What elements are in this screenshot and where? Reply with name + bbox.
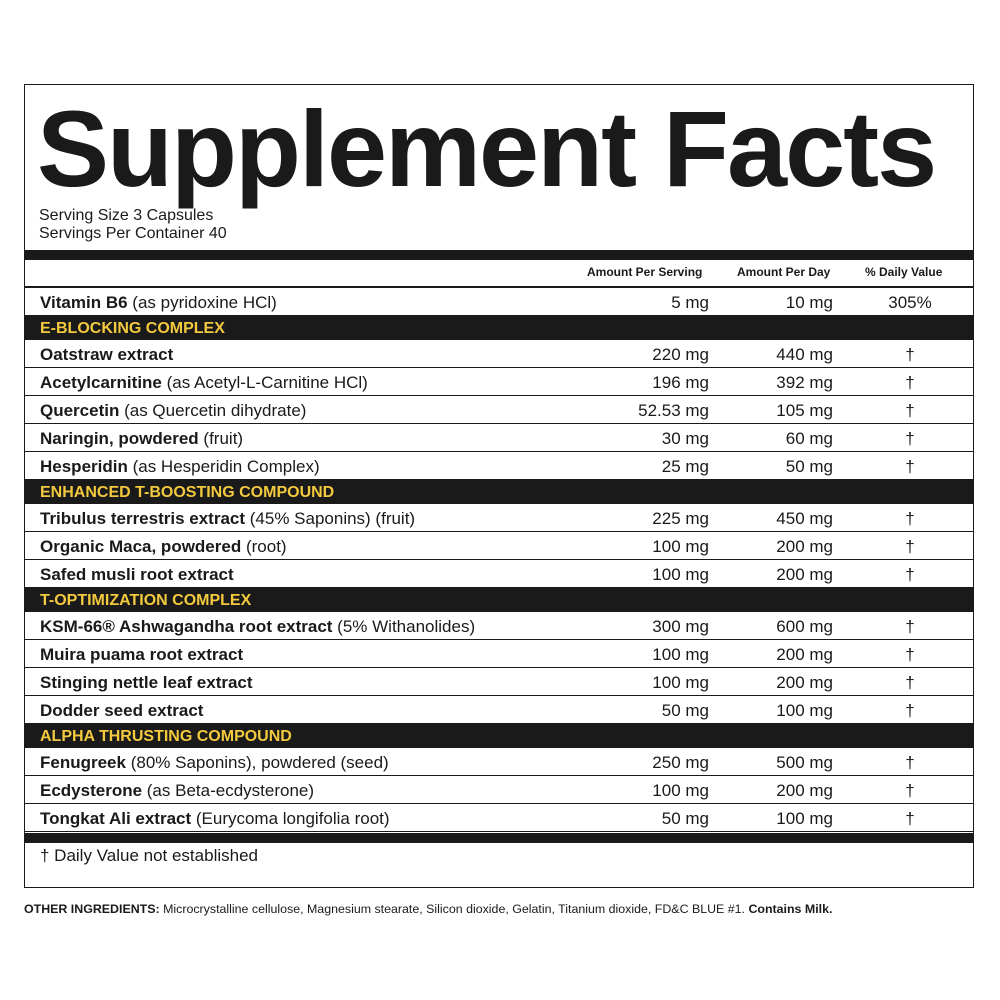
section-label: ENHANCED T-BOOSTING COMPOUND — [40, 484, 335, 501]
nutrient-row — [25, 452, 973, 480]
amount-per-serving: 250 mg — [652, 753, 709, 772]
section-header — [25, 724, 973, 748]
daily-value: † — [905, 809, 915, 828]
amount-per-serving: 220 mg — [652, 345, 709, 364]
nutrient-name — [40, 294, 277, 312]
nutrient-detail: (45% Saponins) (fruit) — [245, 509, 416, 528]
amount-per-serving: 25 mg — [661, 457, 709, 476]
nutrient-name-bold: Ecdysterone — [40, 781, 143, 800]
other-ingredients-label: OTHER INGREDIENTS: — [24, 902, 160, 916]
amount-per-day: 105 mg — [776, 401, 833, 420]
nutrient-name — [40, 402, 306, 420]
amount-per-day: 200 mg — [776, 673, 833, 692]
nutrient-name — [40, 510, 415, 528]
nutrient-row — [25, 640, 973, 668]
nutrient-name — [40, 346, 173, 364]
section-label: ALPHA THRUSTING COMPOUND — [40, 728, 292, 745]
amount-per-day: 440 mg — [776, 345, 833, 364]
nutrient-name — [40, 458, 320, 476]
amount-per-day: 100 mg — [776, 809, 833, 828]
nutrient-row — [25, 668, 973, 696]
nutrient-name — [40, 754, 389, 772]
column-header-daily-value: % Daily Value — [865, 265, 943, 279]
amount-per-day: 600 mg — [776, 617, 833, 636]
daily-value-footnote: † Daily Value not established — [40, 846, 258, 865]
nutrient-name — [40, 618, 475, 636]
nutrient-name-bold: Dodder seed extract — [40, 701, 204, 720]
nutrient-name — [40, 430, 243, 448]
nutrient-row — [25, 396, 973, 424]
nutrient-name-bold: Oatstraw extract — [40, 345, 174, 364]
amount-per-day: 200 mg — [776, 781, 833, 800]
amount-per-day: 450 mg — [776, 509, 833, 528]
amount-per-serving: 100 mg — [652, 537, 709, 556]
nutrient-name — [40, 566, 234, 584]
nutrient-name-bold: Fenugreek — [40, 753, 126, 772]
daily-value: † — [905, 345, 915, 364]
nutrient-name-bold: Muira puama root extract — [40, 645, 244, 664]
footer-divider-bar — [25, 833, 973, 843]
nutrient-row — [25, 612, 973, 640]
nutrient-name-bold: Tribulus terrestris extract — [40, 509, 246, 528]
amount-per-day: 392 mg — [776, 373, 833, 392]
nutrient-detail: (80% Saponins), powdered (seed) — [125, 753, 389, 772]
nutrient-name-bold: Hesperidin — [40, 457, 128, 476]
nutrient-detail: (as Acetyl-L-Carnitine HCl) — [161, 373, 368, 392]
nutrient-name — [40, 674, 253, 692]
amount-per-serving: 196 mg — [652, 373, 709, 392]
nutrient-name-bold: KSM-66® Ashwagandha root extract — [40, 617, 333, 636]
nutrient-name-bold: Organic Maca, powdered — [40, 537, 242, 556]
nutrient-name — [40, 782, 314, 800]
amount-per-serving: 100 mg — [652, 781, 709, 800]
serving-size: Serving Size 3 Capsules — [39, 207, 214, 224]
nutrient-detail: (as Beta-ecdysterone) — [142, 781, 315, 800]
daily-value: † — [905, 401, 915, 420]
nutrient-name-bold: Tongkat Ali extract — [40, 809, 192, 828]
nutrient-row — [25, 748, 973, 776]
amount-per-day: 200 mg — [776, 565, 833, 584]
daily-value: † — [905, 537, 915, 556]
other-ingredients — [24, 902, 984, 917]
nutrient-detail: (root) — [241, 537, 287, 556]
nutrient-name — [40, 702, 203, 720]
daily-value: † — [905, 565, 915, 584]
section-label: T-OPTIMIZATION COMPLEX — [40, 592, 252, 609]
column-header-per-day: Amount Per Day — [737, 265, 831, 279]
nutrient-detail: (as pyridoxine HCl) — [127, 293, 277, 312]
nutrient-name — [40, 810, 390, 828]
daily-value: † — [905, 429, 915, 448]
nutrient-detail: (Eurycoma longifolia root) — [191, 809, 390, 828]
amount-per-day: 50 mg — [785, 457, 833, 476]
amount-per-serving: 100 mg — [652, 565, 709, 584]
amount-per-day: 100 mg — [776, 701, 833, 720]
nutrient-detail: (as Quercetin dihydrate) — [119, 401, 307, 420]
section-header — [25, 480, 973, 504]
other-ingredients-text: Microcrystalline cellulose, Magnesium stearate, Silicon dioxide, Gelatin, Titanium dioxide, FD&C BLUE #1. — [159, 902, 749, 916]
amount-per-serving: 225 mg — [652, 509, 709, 528]
nutrient-row — [25, 532, 973, 560]
nutrient-name-bold: Vitamin B6 — [40, 293, 128, 312]
amount-per-serving: 300 mg — [652, 617, 709, 636]
header-divider-bar — [25, 250, 973, 260]
nutrient-name — [40, 374, 368, 392]
amount-per-day: 10 mg — [785, 293, 833, 312]
nutrient-name-bold: Quercetin — [40, 401, 120, 420]
section-header — [25, 588, 973, 612]
amount-per-day: 200 mg — [776, 645, 833, 664]
amount-per-day: 500 mg — [776, 753, 833, 772]
amount-per-serving: 30 mg — [661, 429, 709, 448]
daily-value: † — [905, 509, 915, 528]
nutrient-name-bold: Naringin, powdered — [40, 429, 199, 448]
nutrient-name-bold: Safed musli root extract — [40, 565, 234, 584]
nutrient-detail: (5% Withanolides) — [332, 617, 476, 636]
amount-per-serving: 50 mg — [661, 701, 709, 720]
daily-value: † — [905, 701, 915, 720]
nutrient-row — [25, 368, 973, 396]
row-divider — [25, 831, 973, 832]
contains-milk: Contains Milk. — [748, 902, 833, 916]
nutrient-name-bold: Acetylcarnitine — [40, 373, 162, 392]
nutrient-row — [25, 776, 973, 804]
section-label: E-BLOCKING COMPLEX — [40, 320, 225, 337]
column-header-per-serving: Amount Per Serving — [587, 265, 703, 279]
nutrient-row — [25, 560, 973, 588]
daily-value: † — [905, 457, 915, 476]
nutrient-row — [25, 804, 973, 832]
daily-value: † — [905, 781, 915, 800]
nutrient-row — [25, 288, 973, 316]
amount-per-serving: 100 mg — [652, 645, 709, 664]
nutrient-row — [25, 696, 973, 724]
daily-value: 305% — [888, 293, 932, 312]
daily-value: † — [905, 753, 915, 772]
daily-value: † — [905, 373, 915, 392]
section-header — [25, 316, 973, 340]
nutrient-row — [25, 424, 973, 452]
daily-value: † — [905, 673, 915, 692]
nutrient-row — [25, 340, 973, 368]
amount-per-day: 60 mg — [785, 429, 833, 448]
nutrient-name — [40, 538, 287, 556]
daily-value: † — [905, 617, 915, 636]
nutrient-detail: (fruit) — [198, 429, 244, 448]
nutrient-row — [25, 504, 973, 532]
nutrient-name-bold: Stinging nettle leaf extract — [40, 673, 253, 692]
amount-per-serving: 52.53 mg — [638, 401, 709, 420]
amount-per-serving: 50 mg — [661, 809, 709, 828]
panel-title: Supplement Facts — [37, 88, 936, 209]
amount-per-day: 200 mg — [776, 537, 833, 556]
daily-value: † — [905, 645, 915, 664]
amount-per-serving: 100 mg — [652, 673, 709, 692]
nutrient-name — [40, 646, 243, 664]
supplement-facts-panel — [24, 84, 974, 888]
amount-per-serving: 5 mg — [671, 293, 709, 312]
servings-per-container: Servings Per Container 40 — [39, 225, 227, 242]
nutrient-detail: (as Hesperidin Complex) — [127, 457, 320, 476]
